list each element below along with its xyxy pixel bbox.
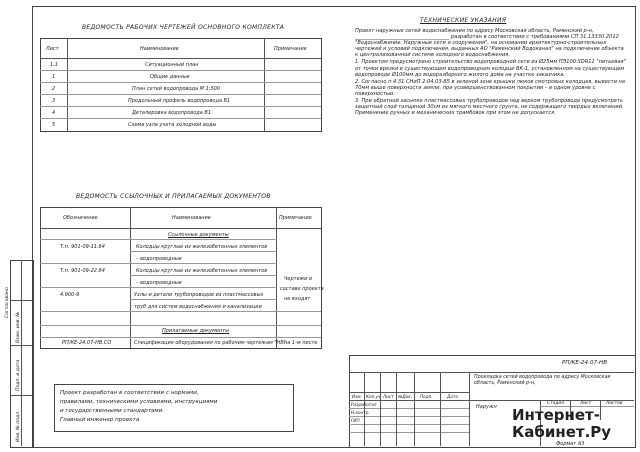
table-row: Схема узла учета холодной воды (128, 122, 217, 128)
col-izm: Изм. (352, 394, 362, 399)
t2-header-name: Наименование (172, 215, 211, 221)
note-group-line: составе проекта (280, 286, 324, 292)
note-group-line: Чертежи в (284, 276, 312, 282)
role-norm-control: Н.контр. (351, 410, 370, 415)
table-row: Ситуационный план (145, 62, 199, 68)
table-row: Колодцы круглые из железобетонных элементов (136, 268, 268, 274)
sheets-header: Листов (606, 401, 623, 406)
agreed-label: Согласовано (5, 287, 10, 318)
table1-title: ВЕДОМОСТЬ РАБОЧИХ ЧЕРТЕЖЕЙ ОСНОВНОГО КОМПЛЕКТА (82, 24, 285, 31)
stamp-code: РП/КЕ-24.07-НВ (562, 360, 608, 366)
table-row: РП/КЕ-24.07-НВ.СО (62, 340, 112, 346)
notes-paragraph: Проект наружные сетей водоснабжения по адресу Московская область, Раменский р-н, _____________________________________ разработан в соответствии с требованиями СП 31.13330.2012 "Водоснабжение. Наружные сети и сооружения", на основании архитектурно-строительных чертежей и условий подключения, выданных АО "Раменский Водоканал" на подключение объекта к централизованной системе холодного водоснабжения. (355, 28, 624, 59)
table-row: – водопроводные (136, 280, 182, 286)
col-kol: Кол.уч. (366, 394, 382, 399)
table-row: 2 (52, 86, 56, 92)
role-developer: Разработал (351, 402, 377, 407)
table-row: Колодцы круглые из железобетонных элементов (136, 244, 268, 250)
stamp-name: Наружн (476, 404, 497, 410)
table-row: План сетей водопровода М 1:500 (132, 86, 220, 92)
watermark (512, 407, 626, 441)
table-row: Деталировка водопровода В1 (132, 110, 212, 116)
col-list: Лист (383, 394, 394, 399)
table-row: 1 (52, 74, 56, 80)
t1-header-sheet: Лист (46, 46, 59, 52)
col-podp: Подп. (420, 394, 433, 399)
technical-notes (355, 28, 627, 117)
table-row: труб для систем водоснабжения и канализации (134, 304, 262, 310)
notes-paragraph: 2. Согласно п.4.31 СНиП 2.04.03-85 в зеленой зоне крышки люков смотровых колодцев, вывести на 70мм выше поверхности земли, при усовершенствованном покрытии – в одном уровне с поверхностью. (355, 78, 625, 97)
t1-header-note: Примечание (274, 46, 307, 52)
t2-header-note: Примечание (279, 215, 312, 221)
stamp-project: Прокладка сетей водопровода по адресу Московская область, Раменский р-н, (474, 375, 611, 386)
table2-title: ВЕДОМОСТЬ ССЫЛОЧНЫХ И ПРИЛАГАЕМЫХ ДОКУМЕНТОВ (76, 193, 271, 200)
section-referenced: Ссылочные документы (168, 232, 229, 238)
table-row: 3 (52, 98, 56, 104)
inv-label: Инв. № подл. (16, 410, 21, 442)
watermark-line: Интернет- (512, 406, 600, 424)
table-row: Т.п. 901-09-11.84 (60, 244, 105, 250)
side-strip (10, 260, 34, 448)
certify-line: правилами, техническими условиями, инструкциями (60, 399, 218, 405)
certify-line: Главный инженер проекта (60, 417, 140, 423)
certify-line: Проект разработан в соответствии с нормами, (60, 390, 199, 396)
col-date: Дата (447, 394, 458, 399)
table-row: на 1-м листе (284, 340, 318, 346)
table-row: 1.1 (50, 62, 58, 68)
watermark-line: Кабинет.Ру (512, 423, 612, 441)
stage-header: Стадия (547, 401, 564, 406)
t1-header-name: Наименование (140, 46, 179, 52)
podp-label: Подп. и дата (16, 359, 21, 391)
note-group-line: не входят (284, 296, 311, 302)
col-doc: №Док. (398, 394, 413, 399)
role-gip: ГИП (351, 418, 360, 423)
notes-paragraph: 3. При обратной засыпке пластмассовых трубопроводов над верхом трубопровода предусмотреть защитный слой толщиной 30см из мягкого местного грунта, не содержащего твердых включений. Применение ручных и механических трамбовок при этом не допускается. (355, 98, 624, 117)
table-row: Т.п. 901-09-22.84 (60, 268, 105, 274)
table-row: Общие данные (150, 74, 190, 80)
section-attached: Прилагаемые документы (162, 328, 230, 334)
table-row: Спецификация оборудования по рабочим чертежам "НВ" (134, 340, 287, 346)
table-row: Продольный профиль водопровода В1 (128, 98, 231, 104)
t2-header-code: Обозначение (63, 215, 98, 221)
table-row: 4 (52, 110, 56, 116)
table-row: 4.900-9 (60, 292, 80, 298)
certify-line: и государственными стандартами. (60, 408, 165, 414)
notes-paragraph: 1. Проектом предусмотрено строительство водопроводной сети из Ø25мм ПЭ100 SDR11 "питьевая" от точки врезки в существующем водопроводном колодце ВК-1, установленном на существующем водопроводе Ø100мм до водоразборного жилого дома на участке заказчика. (355, 59, 626, 78)
table-row: Узлы и детали трубопроводов из пластмассовых (134, 292, 264, 298)
table-row: 5 (52, 122, 56, 128)
format-label: Формат А3 (556, 441, 585, 447)
vzam-label: Взам. инв. № (16, 311, 21, 343)
notes-title: ТЕХНИЧЕСКИЕ УКАЗАНИЯ (420, 17, 507, 24)
table-row: – водопроводные (136, 256, 182, 262)
sheet-header: Лист (580, 401, 592, 406)
